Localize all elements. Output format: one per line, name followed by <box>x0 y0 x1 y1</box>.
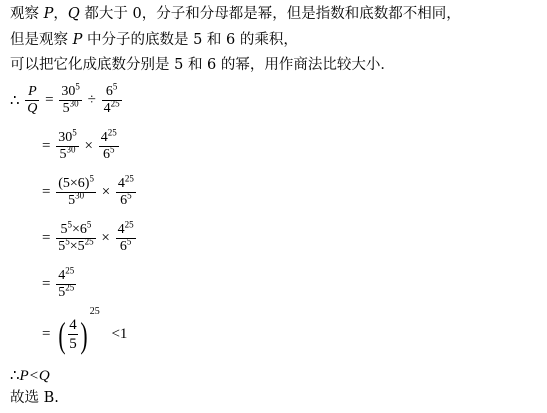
times-sign: × <box>101 230 110 246</box>
fraction-b <box>116 173 136 209</box>
numerator: $30^5$ <box>58 127 77 145</box>
denominator: $5^{30}$ <box>59 144 76 162</box>
intro-line-2 <box>10 30 298 50</box>
divide-sign: ÷ <box>87 92 96 108</box>
numerator: $4^{25}$ <box>117 219 134 237</box>
denominator: $5^{30}$ <box>68 190 85 208</box>
fraction-b <box>116 219 136 255</box>
less-than-one: <1 <box>111 326 128 343</box>
numerator: $5^5\times 6^5$ <box>56 222 95 239</box>
numerator: $(5\times 6)^5$ <box>58 173 94 191</box>
step-3 <box>40 219 136 255</box>
step-4 <box>40 265 76 301</box>
fraction <box>56 265 76 301</box>
variable-p: P <box>43 6 54 22</box>
intro-text: 中分子的底数是 5 和 6 的乘积， <box>82 32 298 48</box>
answer-line: 故选 B. <box>10 390 59 406</box>
fraction-a <box>56 127 79 163</box>
intro-text: 观察 <box>10 6 44 22</box>
fraction-a <box>59 81 82 117</box>
denominator: $5^{30}$ <box>62 98 79 116</box>
numerator: $4^{25}$ <box>117 173 134 191</box>
left-paren: ( <box>58 314 66 355</box>
equals-sign: = <box>42 184 51 200</box>
step-5 <box>40 306 129 355</box>
fraction-b <box>102 81 122 117</box>
denominator: $6^5$ <box>119 236 132 254</box>
step-0 <box>8 81 122 117</box>
times-sign: × <box>101 184 111 200</box>
fraction-p-over-q <box>25 84 39 117</box>
step-1 <box>40 127 119 163</box>
therefore-symbol: ∴ <box>10 368 20 384</box>
denominator: $6^5$ <box>102 144 115 162</box>
equals-sign: = <box>42 276 51 292</box>
times-sign: × <box>84 138 93 154</box>
denominator: $4^{25}$ <box>103 98 120 116</box>
fraction-b <box>99 127 119 163</box>
intro-line-1 <box>10 4 461 24</box>
therefore-symbol: ∴ <box>10 93 20 109</box>
fraction <box>68 316 78 353</box>
denominator: Q <box>27 101 38 116</box>
numerator: $4^{25}$ <box>100 127 117 145</box>
variable-q: Q <box>67 6 80 22</box>
numerator: $4^{25}$ <box>58 265 75 283</box>
denominator: 5 <box>69 336 77 353</box>
equals-sign: = <box>45 92 54 108</box>
step-2 <box>40 173 136 209</box>
right-paren: ) <box>80 314 88 355</box>
numerator: 4 <box>69 317 77 334</box>
numerator: P <box>25 84 39 101</box>
fraction-a <box>56 173 96 209</box>
denominator: $5^5\times 5^{25}$ <box>58 236 94 254</box>
variable-p: P <box>72 32 83 48</box>
intro-comma: ， <box>53 6 68 22</box>
equals-sign: = <box>42 326 51 343</box>
intro-line-3: 可以把它化成底数分别是 5 和 6 的幂，用作商法比较大小． <box>10 57 395 73</box>
exponent: 25 <box>89 306 100 317</box>
conclusion <box>10 366 50 385</box>
equals-sign: = <box>42 138 51 154</box>
numerator: $6^5$ <box>102 84 122 101</box>
fraction-a <box>56 219 95 255</box>
intro-text: 但是观察 <box>10 32 73 48</box>
conclusion-expression: P<Q <box>19 368 50 384</box>
numerator: $30^5$ <box>61 81 80 99</box>
equals-sign: = <box>42 230 51 246</box>
intro-text: 都大于 0，分子和分母都是幂，但是指数和底数都不相同， <box>79 6 461 22</box>
denominator: $6^5$ <box>120 190 132 208</box>
denominator: $5^{25}$ <box>58 282 75 300</box>
